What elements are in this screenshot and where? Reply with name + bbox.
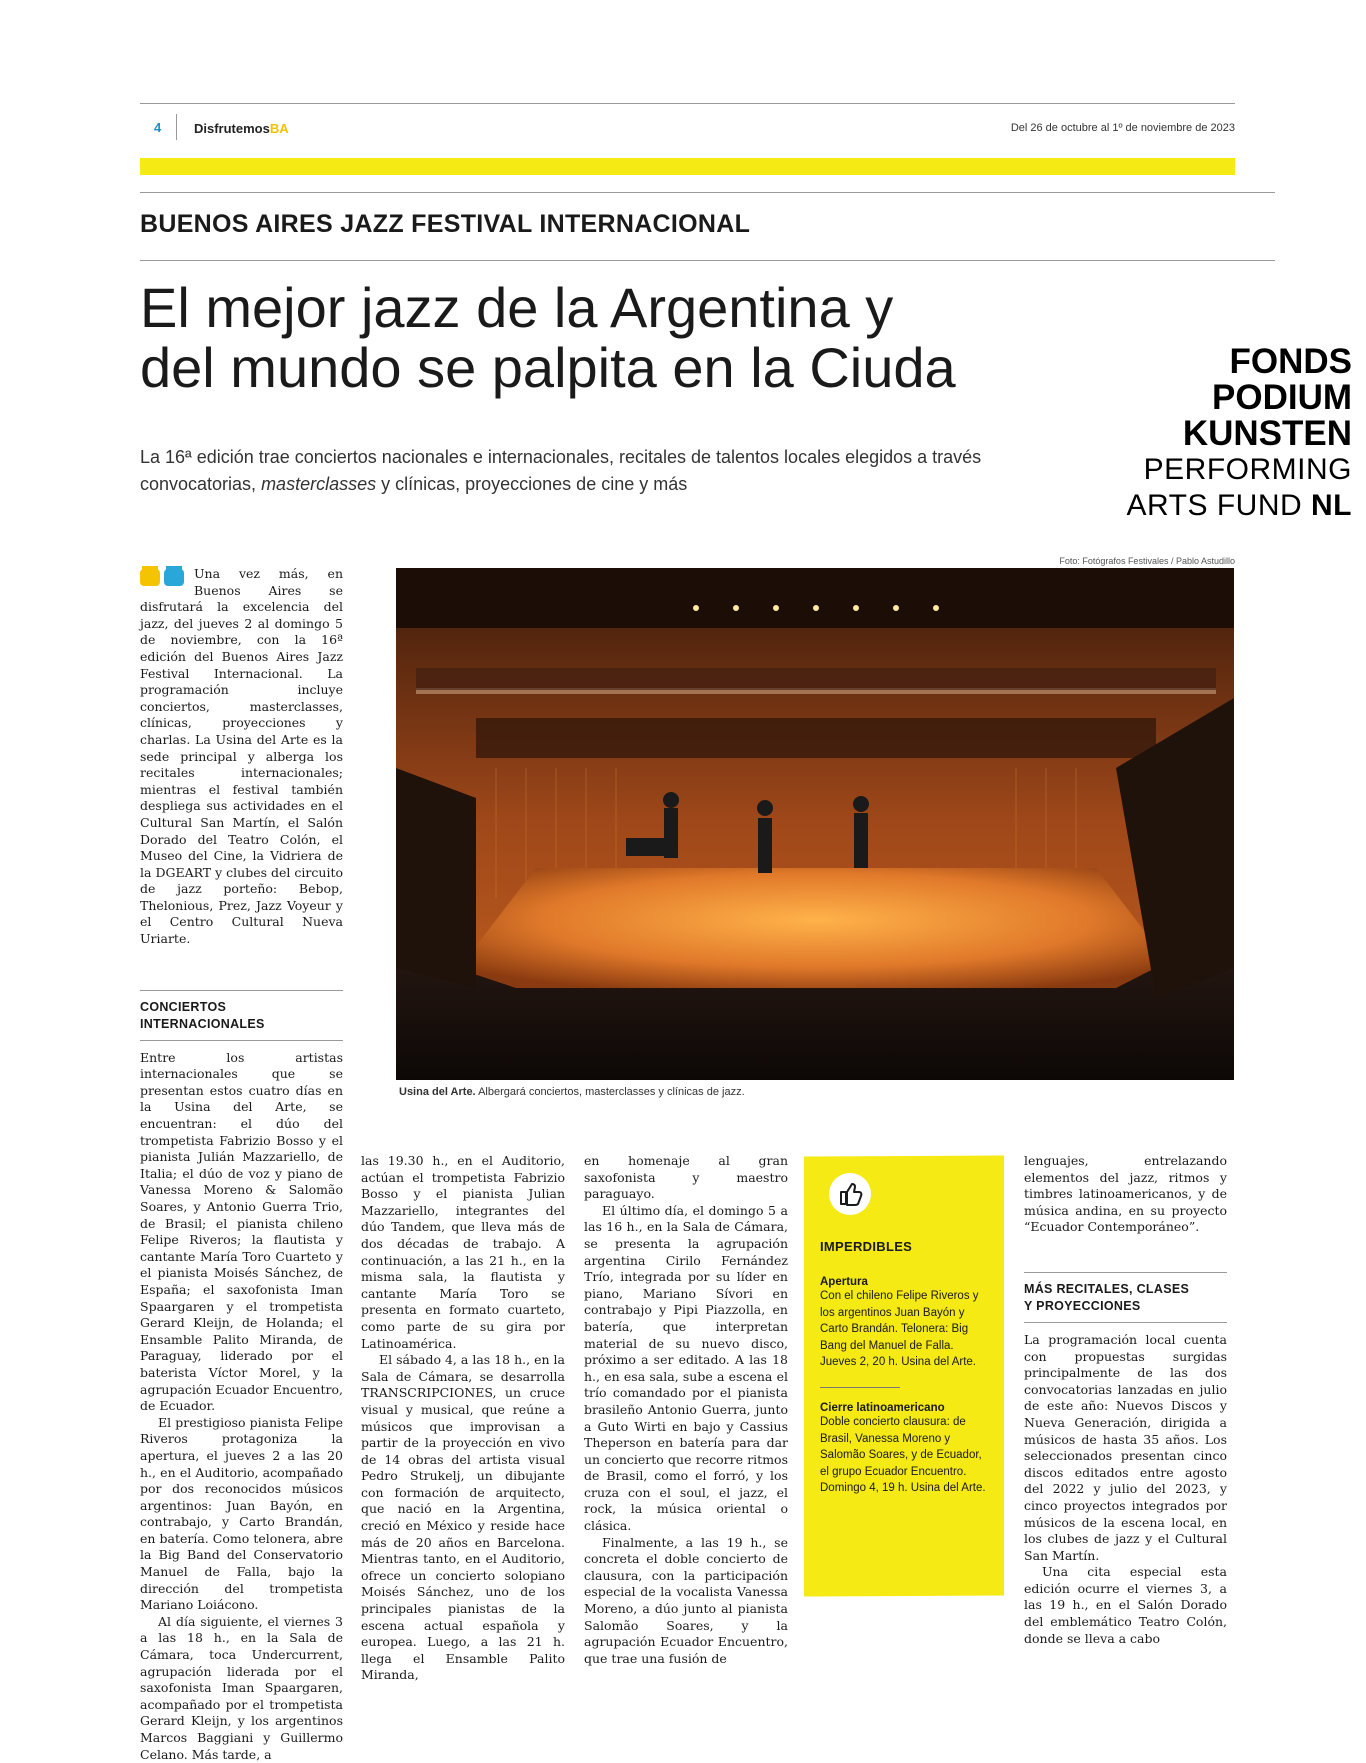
headline <box>140 278 1140 398</box>
section-title: BUENOS AIRES JAZZ FESTIVAL INTERNACIONAL <box>140 210 751 238</box>
subhead-rule <box>140 990 343 991</box>
photo-caption <box>399 1086 745 1098</box>
box-divider <box>820 1387 900 1388</box>
paragraph: El sábado 4, a las 18 h., en la Sala de Cámara, se desarrolla TRANSCRIPCIONES, un cruce visual y musical, que reúne a músicos que improvisan a partir de la proyección en vivo de 14 obras del artista visual Pedro Strukelj, un dibujante con formación de arquitecto, que nació en la Argentina, creció en México y reside hace más de 20 años en Barcelona. Mientras tanto, en el Auditorio, ofrece un concierto solopiano Moisés Sánchez, uno de los principales pianistas de la escena actual española y europea. Luego, a las 21 h. llega el Ensamble Palito Miranda, <box>361 1352 565 1683</box>
issue-dates: Del 26 de octubre al 1º de noviembre de 2023 <box>1010 122 1235 134</box>
paragraph: La programación local cuenta con propuestas surgidas principalmente de las dos convocatorias lanzadas en julio de este año: Nuevos Discos y Nueva Generación, dirigida a músicos de hasta 35 años. Los seleccionados presentan cinco discos editados entre agosto del 2022 y julio del 2023, y cinco proyectos integrados por músicos de la escena local, en los clubes de jazz y el Cultural San Martín. <box>1024 1331 1227 1563</box>
intro-paragraph: Una vez más, en Buenos Aires se disfrutará la excelencia del jazz, del jueves 2 al domingo 5 de noviembre, con la 16ª edición del Buenos Aires Jazz Festival Internacional. La programación incluye conciertos, masterclasses, clínicas, proyecciones y charlas. La Usina del Arte es la sede principal y alberga los recitales internacionales; mientras el festival también despliega sus actividades en el Cultural San Martín, el Salón Dorado del Teatro Colón, el Museo del Cine, la Vidriera de la DGEART y clubes del circuito de jazz porteño: Bebop, Thelonious, Prez, Jazz Voyeur y el Centro Cultural Nueva Uriarte. <box>140 566 343 947</box>
concert-hall-photo <box>396 568 1234 1080</box>
photo-caption-text: Albergará conciertos, masterclasses y clínicas de jazz. <box>475 1086 745 1098</box>
box-text-apertura: Con el chileno Felipe Riveros y los argentinos Juan Bayón y Carto Brandán. Telonera: Big Bang del Manuel de Falla. Jueves 2, 20 h. Usina del Arte. <box>820 1290 979 1369</box>
yellow-bar <box>140 158 1235 175</box>
headline-line-1: El mejor jazz de la Argentina y <box>140 276 894 339</box>
box-heading-apertura: Apertura <box>820 1276 868 1288</box>
paragraph: en homenaje al gran saxofonista y maestro paraguayo. <box>584 1153 788 1202</box>
article-column-5 <box>1024 1153 1227 1647</box>
dek-text-1: La 16ª edición trae conciertos nacionales e internacionales, recitales de talentos locales elegidos a través convocatorias, <box>140 447 982 494</box>
headline-line-2: del mundo se palpita en la Ciuda <box>140 336 956 399</box>
subhead-line-1: CONCIERTOS <box>140 999 227 1014</box>
subhead-conciertos-internacionales <box>140 999 343 1033</box>
brand-logo <box>194 121 289 136</box>
dek-italic: masterclasses <box>261 474 377 494</box>
paragraph: Al día siguiente, el viernes 3 a las 18 h., en la Sala de Cámara, toca Undercurrent, agrupación liderada por el saxofonista Iman Spaargaren, acompañado por el trompetista Gerard Kleijn, y los argentinos Marcos Baggiani y Guillermo Celano. Más tarde, a <box>140 1613 343 1762</box>
box-text-cierre: Doble concierto clausura: de Brasil, Vanessa Moreno y Salomão Soares, y de Ecuador, el grupo Ecuador Encuentro. Domingo 4, 19 h. Usina del Arte. <box>820 1415 986 1495</box>
page-number: 4 <box>154 120 162 135</box>
paragraph: El último día, el domingo 5 a las 16 h., en la Sala de Cámara, se presenta la agrupación argentina Cirilo Fernández Trío, integrada por su líder en piano, Mariano Sívori en contrabajo y Pipi Piazzolla, en batería, que interpretan material de su nuevo disco, próximo a ser editado. A las 18 h., en esa sala, sube a escena el trío comandado por el pianista brasileño Antonio Guerra, junto a Guto Wirti en bajo y Cassius Theperson en batería para dar un concierto que recorre ritmos de Brasil, como el forró, y los cruza con el soul, el jazz, el rock, la música oriental o clásica. <box>584 1202 788 1534</box>
fonds-line-3: KUNSTEN <box>1182 414 1352 453</box>
header-separator <box>176 114 177 140</box>
subhead-rule-bottom <box>140 1040 343 1041</box>
top-rule <box>140 103 1235 104</box>
section-rule-top <box>140 192 1275 193</box>
brand-name: Disfrutemos <box>194 121 270 136</box>
subhead-rule <box>1024 1272 1227 1273</box>
paragraph: Finalmente, a las 19 h., se concreta el doble concierto de clausura, con la participación especial de la vocalista Vanessa Moreno, a dúo junto al pianista Salomão Soares, y la agrupación Ecuador Encuentro, que trae una fusión de <box>584 1534 788 1666</box>
dek <box>140 444 1100 498</box>
fonds-line-2: PODIUM <box>1212 378 1352 417</box>
fonds-line-5b: NL <box>1311 489 1352 522</box>
fonds-podium-kunsten-logo <box>1070 344 1352 524</box>
ba-logo-icon <box>140 566 188 588</box>
section-rule-bottom <box>140 260 1275 261</box>
subhead-rule-bottom <box>1024 1322 1227 1323</box>
paragraph: lenguajes, entrelazando elementos del jazz, ritmos y timbres latinoamericanos, y de música andina, en su proyecto “Ecuador Contemporáneo”. <box>1024 1153 1227 1235</box>
subhead-line-2: Y PROYECCIONES <box>1024 1298 1141 1313</box>
photo-caption-bold: Usina del Arte. <box>399 1086 476 1098</box>
article-column-3 <box>584 1153 788 1667</box>
paragraph: las 19.30 h., en el Auditorio, actúan el trompetista Fabrizio Bosso y el pianista Julian Mazzariello, integrantes del dúo Tandem, que lleva más de dos décadas de trabajo. A continuación, a las 21 h., en la misma sala, la flautista y cantante María Toro se presenta en formato cuarteto, como parte de su gira por Latinoamérica. <box>361 1153 565 1351</box>
subhead-mas-recitales <box>1024 1281 1227 1315</box>
subhead-line-2: INTERNACIONALES <box>140 1016 265 1031</box>
article-column-1 <box>140 566 343 1763</box>
photo-credit: Foto: Fotógrafos Festivales / Pablo Astudillo <box>1059 556 1235 566</box>
paragraph: Entre los artistas internacionales que se presentan estos cuatro días en la Usina del Arte, se encuentran: el dúo del trompetista Fabrizio Bosso y el pianista Julián Mazzariello, de Italia; el dúo de voz y piano de Vanessa Moreno & Salomão Soares, y Antonio Guerra Trio, de Brasil; el pianista chileno Felipe Riveros; la flautista y cantante María Toro Cuarteto y el pianista Moisés Sánchez, de España; el saxofonista Iman Spaargaren y el trompetista Gerard Kleijn, de Holanda; el Ensamble Palito Miranda, de Paraguay, liderado por el baterista Víctor Morel, y la agrupación Ecuador Encuentro, de Ecuador. <box>140 1049 343 1414</box>
subhead-line-1: MÁS RECITALES, CLASES <box>1024 1281 1190 1296</box>
thumbs-up-icon <box>828 1172 872 1216</box>
fonds-line-1: FONDS <box>1229 342 1352 381</box>
imperdibles-title: IMPERDIBLES <box>820 1239 913 1254</box>
paragraph: Una cita especial esta edición ocurre el viernes 3, a las 19 h., en el Salón Dorado del emblemático Teatro Colón, donde se lleva a cabo <box>1024 1564 1227 1646</box>
fonds-line-5a: ARTS FUND <box>1126 489 1311 522</box>
article-column-2 <box>361 1153 565 1684</box>
paragraph: El prestigioso pianista Felipe Riveros protagoniza la apertura, el jueves 2 a las 20 h., en el Auditorio, acompañado por dos reconocidos músicos argentinos: Juan Bayón, en contrabajo, y Carto Brandán, en batería. Como telonera, abre la Big Band del Conservatorio Manuel de Falla, bajo la dirección del trompetista Mariano Loiácono. <box>140 1414 343 1613</box>
fonds-line-4: PERFORMING <box>1143 453 1352 486</box>
dek-text-2: y clínicas, proyecciones de cine y más <box>376 474 688 494</box>
box-heading-cierre: Cierre latinoamericano <box>820 1401 945 1414</box>
fonds-line-5 <box>1070 488 1352 524</box>
imperdibles-content <box>820 1172 988 1497</box>
brand-suffix: BA <box>269 121 289 136</box>
